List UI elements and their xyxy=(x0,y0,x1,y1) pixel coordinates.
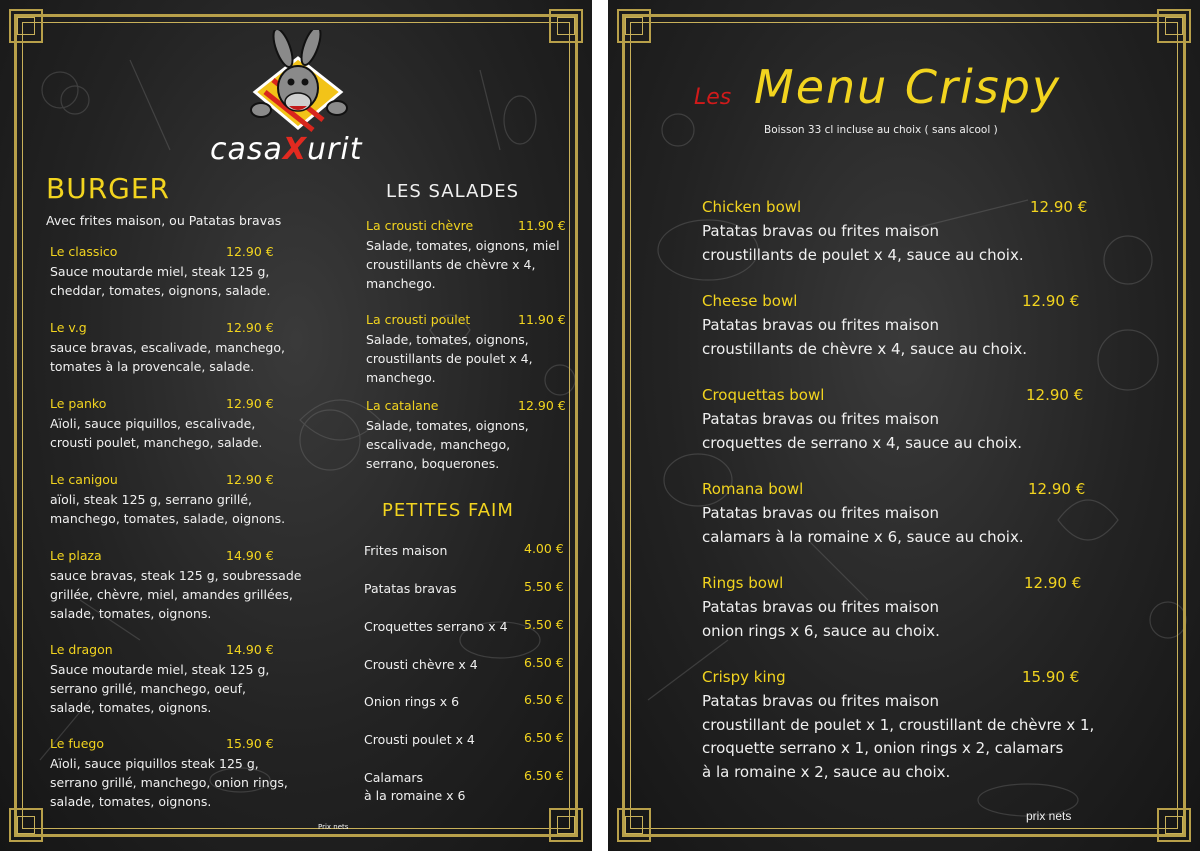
salade-item-description: Salade, tomates, oignons, xyxy=(366,332,529,347)
bowl-item-description: Patatas bravas ou frites maison xyxy=(702,222,940,240)
burger-item-price: 12.90 € xyxy=(226,472,274,487)
bowl-item-description: Patatas bravas ou frites maison xyxy=(702,316,940,334)
burger-item-name: Le panko xyxy=(50,396,107,411)
brand-logo-text xyxy=(210,132,363,167)
burger-item-description: Sauce moutarde miel, steak 125 g, xyxy=(50,662,270,677)
burger-section-title: BURGER xyxy=(46,172,171,205)
menu-title-prefix: Les xyxy=(694,85,732,110)
salade-item-price: 11.90 € xyxy=(518,218,566,233)
burger-subtitle: Avec frites maison, ou Patatas bravas xyxy=(46,213,282,228)
burger-item-description: serrano grillé, manchego, oeuf, xyxy=(50,681,247,696)
bowl-item-description: croquette serrano x 1, onion rings x 2, calamars xyxy=(702,739,1064,757)
logo-text-part: casa xyxy=(210,132,283,167)
salade-item-name: La catalane xyxy=(366,398,439,413)
bowl-item-description: Patatas bravas ou frites maison xyxy=(702,598,940,616)
salade-item-description: manchego. xyxy=(366,276,436,291)
burger-item-name: Le classico xyxy=(50,244,118,259)
salade-item-name: La crousti chèvre xyxy=(366,218,474,233)
bowl-item-description: Patatas bravas ou frites maison xyxy=(702,692,940,710)
frame-corner-ornament xyxy=(549,808,583,842)
petites-faim-item-price: 4.00 € xyxy=(524,541,564,556)
burger-item-description: salade, tomates, oignons. xyxy=(50,606,212,621)
bowl-item-description: croustillants de poulet x 4, sauce au choix. xyxy=(702,245,1024,264)
salade-item-description: croustillants de chèvre x 4, xyxy=(366,257,536,272)
burger-item-name: Le dragon xyxy=(50,642,113,657)
bowl-item-price: 15.90 € xyxy=(1022,668,1080,686)
salade-item-price: 12.90 € xyxy=(518,398,566,413)
menu-subtitle: Boisson 33 cl incluse au choix ( sans alcool ) xyxy=(764,124,998,136)
frame-corner-ornament xyxy=(617,9,651,43)
burger-item-description: manchego, tomates, salade, oignons. xyxy=(50,511,286,526)
salades-section-title: LES SALADES xyxy=(386,181,520,202)
burger-item-price: 15.90 € xyxy=(226,736,274,751)
petites-faim-section-title: PETITES FAIM xyxy=(382,500,514,521)
salade-item-description: croustillants de poulet x 4, xyxy=(366,351,533,366)
burger-item-description: crousti poulet, manchego, salade. xyxy=(50,435,263,450)
bowl-item-name: Crispy king xyxy=(702,668,786,686)
frame-corner-ornament xyxy=(1157,808,1191,842)
frame-corner-ornament xyxy=(9,808,43,842)
bowl-item-description: onion rings x 6, sauce au choix. xyxy=(702,621,940,640)
petites-faim-item-price: 5.50 € xyxy=(524,579,564,594)
burger-item-description: Aïoli, sauce piquillos, escalivade, xyxy=(50,416,256,431)
right-menu-page xyxy=(608,0,1200,851)
burger-item-description: serrano grillé, manchego, onion rings, xyxy=(50,775,288,790)
burger-item-description: salade, tomates, oignons. xyxy=(50,794,212,809)
frame-corner-ornament xyxy=(617,808,651,842)
bowl-item-price: 12.90 € xyxy=(1030,198,1088,216)
bowl-item-description: à la romaine x 2, sauce au choix. xyxy=(702,762,951,781)
burger-item-price: 12.90 € xyxy=(226,396,274,411)
bowl-item-description: calamars à la romaine x 6, sauce au choix. xyxy=(702,527,1024,546)
frame-corner-ornament xyxy=(1157,9,1191,43)
petites-faim-item-name: Calamars xyxy=(364,770,424,785)
burger-item-description: sauce bravas, steak 125 g, soubressade xyxy=(50,568,302,583)
petites-faim-item-name: Onion rings x 6 xyxy=(364,694,460,709)
footer-note: prix nets xyxy=(1026,809,1072,823)
petites-faim-item-name: Crousti chèvre x 4 xyxy=(364,657,478,672)
left-menu-page xyxy=(0,0,592,851)
burger-item-name: Le plaza xyxy=(50,548,102,563)
petites-faim-item-name: Croquettes serrano x 4 xyxy=(364,619,508,634)
salade-item-description: manchego. xyxy=(366,370,436,385)
bowl-item-description: croustillant de poulet x 1, croustillant de chèvre x 1, xyxy=(702,715,1095,734)
burger-item-description: Sauce moutarde miel, steak 125 g, xyxy=(50,264,270,279)
logo-text-x: X xyxy=(282,132,308,167)
salade-item-description: serrano, boquerones. xyxy=(366,456,500,471)
bowl-item-price: 12.90 € xyxy=(1028,480,1086,498)
burger-item-description: tomates à la provencale, salade. xyxy=(50,359,255,374)
bowl-item-price: 12.90 € xyxy=(1024,574,1082,592)
burger-item-name: Le fuego xyxy=(50,736,105,751)
bowl-item-description: croquettes de serrano x 4, sauce au choix. xyxy=(702,433,1023,452)
burger-item-description: aïoli, steak 125 g, serrano grillé, xyxy=(50,492,252,507)
petites-faim-item-name: Crousti poulet x 4 xyxy=(364,732,475,747)
menu-title: Menu Crispy xyxy=(754,60,1062,114)
bowl-item-description: Patatas bravas ou frites maison xyxy=(702,504,940,522)
salade-item-description: Salade, tomates, oignons, miel xyxy=(366,238,560,253)
burger-item-price: 12.90 € xyxy=(226,244,274,259)
frame-corner-ornament xyxy=(549,9,583,43)
burger-item-price: 14.90 € xyxy=(226,642,274,657)
petites-faim-item-name: Patatas bravas xyxy=(364,581,457,596)
bowl-item-price: 12.90 € xyxy=(1022,292,1080,310)
burger-item-price: 12.90 € xyxy=(226,320,274,335)
bowl-item-description: croustillants de chèvre x 4, sauce au choix. xyxy=(702,339,1028,358)
bowl-item-price: 12.90 € xyxy=(1026,386,1084,404)
salade-item-name: La crousti poulet xyxy=(366,312,471,327)
bowl-item-name: Croquettas bowl xyxy=(702,386,825,404)
salade-item-price: 11.90 € xyxy=(518,312,566,327)
petites-faim-item-price: 6.50 € xyxy=(524,768,564,783)
burger-item-description: Aïoli, sauce piquillos steak 125 g, xyxy=(50,756,259,771)
salade-item-description: escalivade, manchego, xyxy=(366,437,511,452)
bowl-item-name: Rings bowl xyxy=(702,574,784,592)
salade-item-description: Salade, tomates, oignons, xyxy=(366,418,529,433)
petites-faim-item-price: 6.50 € xyxy=(524,692,564,707)
burger-item-description: salade, tomates, oignons. xyxy=(50,700,212,715)
burger-item-price: 14.90 € xyxy=(226,548,274,563)
burger-item-description: sauce bravas, escalivade, manchego, xyxy=(50,340,285,355)
footer-note: Prix nets xyxy=(318,823,349,831)
logo-text-part: urit xyxy=(307,132,363,167)
bowl-item-description: Patatas bravas ou frites maison xyxy=(702,410,940,428)
bowl-item-name: Cheese bowl xyxy=(702,292,798,310)
burger-item-description: cheddar, tomates, oignons, salade. xyxy=(50,283,271,298)
bowl-item-name: Chicken bowl xyxy=(702,198,802,216)
petites-faim-item-price: 6.50 € xyxy=(524,655,564,670)
petites-faim-item-price: 6.50 € xyxy=(524,730,564,745)
burger-item-name: Le v.g xyxy=(50,320,87,335)
frame-corner-ornament xyxy=(9,9,43,43)
petites-faim-item-name-line2: à la romaine x 6 xyxy=(364,788,466,803)
burger-item-description: grillée, chèvre, miel, amandes grillées, xyxy=(50,587,293,602)
petites-faim-item-price: 5.50 € xyxy=(524,617,564,632)
donkey-mascot-logo-icon xyxy=(243,30,353,132)
bowl-item-name: Romana bowl xyxy=(702,480,804,498)
burger-item-name: Le canigou xyxy=(50,472,118,487)
petites-faim-item-name: Frites maison xyxy=(364,543,448,558)
